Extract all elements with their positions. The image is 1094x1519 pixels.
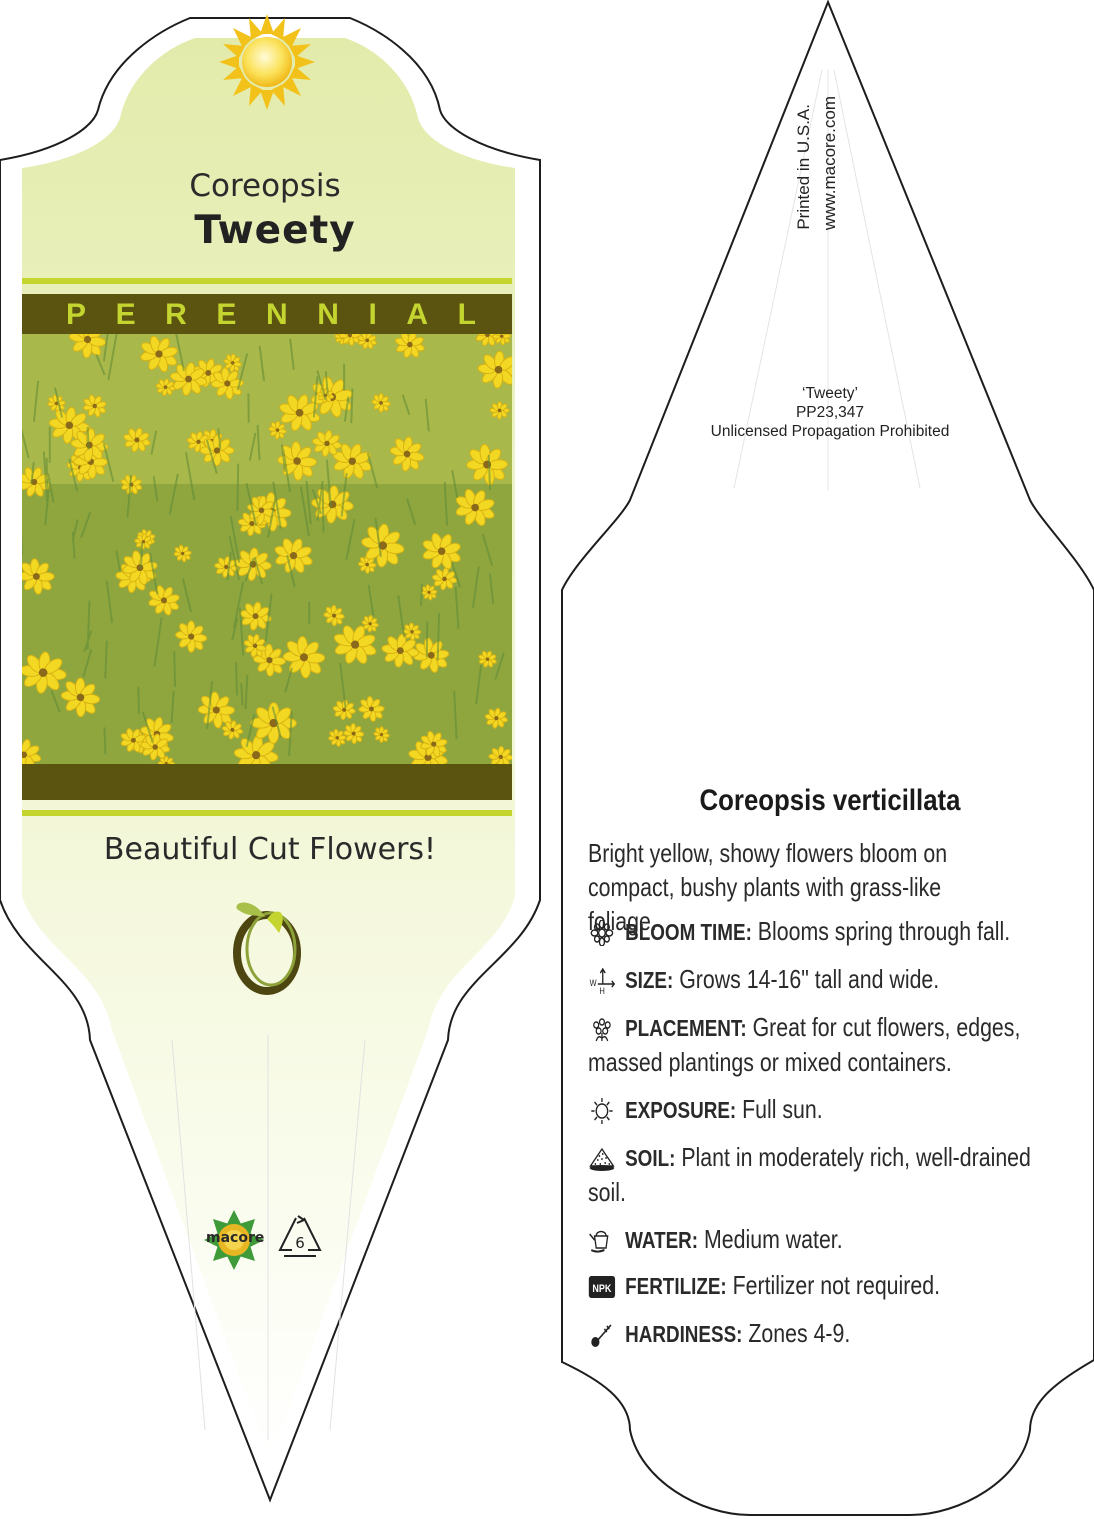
flower-icon bbox=[588, 920, 619, 946]
grass-blade bbox=[421, 584, 422, 606]
care-text: Great for cut flowers, edges, massed plantings or mixed containers. bbox=[588, 1012, 1021, 1077]
grass-blade bbox=[237, 464, 238, 511]
care-row-fertilize bbox=[588, 1268, 1047, 1303]
grass-blade bbox=[104, 727, 105, 754]
care-text: Grows 14-16" tall and wide. bbox=[679, 964, 940, 994]
patent-notice: Unlicensed Propagation Prohibited bbox=[710, 423, 950, 440]
grass-blade bbox=[174, 651, 175, 686]
accent-line-bottom bbox=[22, 810, 512, 816]
care-row-exposure bbox=[588, 1092, 1047, 1127]
printed-info bbox=[792, 60, 852, 230]
grass-blade bbox=[427, 621, 428, 657]
species-name: Coreopsis verticillata bbox=[699, 784, 961, 817]
recycle-code: 6 bbox=[295, 1234, 305, 1252]
flower-blossom bbox=[490, 402, 510, 420]
care-row-hardiness bbox=[588, 1316, 1047, 1351]
care-label: BLOOM TIME: bbox=[625, 919, 752, 945]
care-text: Blooms spring through fall. bbox=[757, 916, 1011, 946]
flower-photo bbox=[3, 311, 520, 778]
care-text: Fertilizer not required. bbox=[732, 1270, 941, 1300]
care-label: WATER: bbox=[625, 1227, 699, 1253]
care-row-soil bbox=[588, 1140, 1047, 1209]
perennial-letter: L bbox=[457, 298, 476, 331]
care-row-bloom bbox=[588, 914, 1047, 949]
care-label: EXPOSURE: bbox=[625, 1097, 737, 1123]
perennial-letter: N bbox=[265, 298, 288, 331]
website: www.macore.com bbox=[820, 95, 839, 230]
care-label: PLACEMENT: bbox=[625, 1015, 747, 1041]
grass-blade bbox=[88, 427, 89, 450]
grass-blade bbox=[438, 613, 439, 660]
perennial-letter: P bbox=[66, 298, 87, 331]
watering-can-icon bbox=[588, 1228, 619, 1254]
npk-icon bbox=[588, 1274, 619, 1300]
perennial-letter: E bbox=[216, 298, 237, 331]
perennial-label bbox=[22, 296, 512, 334]
care-row-placement bbox=[588, 1010, 1047, 1079]
placement-icon bbox=[588, 1016, 619, 1042]
front-genus: Coreopsis bbox=[189, 168, 341, 204]
npk-label: NPK bbox=[592, 1283, 612, 1296]
front-cultivar: Tweety bbox=[194, 208, 356, 253]
perennial-letter: I bbox=[368, 298, 377, 331]
grass-blade bbox=[241, 683, 242, 706]
perennial-letter: R bbox=[165, 298, 187, 331]
grass-blade bbox=[489, 455, 490, 490]
accent-line-top bbox=[22, 278, 512, 284]
care-text: Full sun. bbox=[742, 1094, 823, 1124]
perennial-letter: N bbox=[317, 298, 339, 331]
perennial-letter: E bbox=[115, 298, 136, 331]
sun-icon bbox=[219, 14, 315, 110]
care-text: Plant in moderately rich, well-drained soil. bbox=[588, 1142, 1031, 1207]
care-row-water bbox=[588, 1222, 1047, 1257]
tagline: Beautiful Cut Flowers! bbox=[103, 832, 437, 867]
care-label: SIZE: bbox=[625, 967, 674, 993]
grass-blade bbox=[141, 542, 142, 568]
size-icon-w: W bbox=[589, 978, 597, 989]
printed-in: Printed in U.S.A. bbox=[794, 104, 813, 230]
patent-number: PP23,347 bbox=[795, 404, 865, 421]
patent-name: ‘Tweety’ bbox=[802, 385, 858, 402]
flower-blossom bbox=[200, 435, 234, 465]
grass-blade bbox=[236, 662, 237, 695]
description: Bright yellow, showy flowers bloom on compact, bushy plants with grass-like foliage. bbox=[588, 838, 948, 936]
care-text: Zones 4-9. bbox=[748, 1318, 851, 1348]
care-label: FERTILIZE: bbox=[625, 1273, 727, 1299]
grass-blade bbox=[323, 487, 324, 533]
size-icon-h: H bbox=[599, 986, 605, 995]
grass-blade bbox=[138, 687, 139, 714]
soil-icon bbox=[588, 1146, 619, 1172]
care-text: Medium water. bbox=[704, 1224, 843, 1254]
patent-info bbox=[640, 384, 1020, 441]
care-label: SOIL: bbox=[625, 1145, 676, 1171]
macore-wordmark: macore bbox=[206, 1230, 265, 1246]
grass-blade bbox=[351, 389, 352, 424]
size-icon bbox=[588, 968, 619, 994]
thermometer-icon bbox=[588, 1322, 619, 1348]
care-row-size bbox=[588, 962, 1047, 997]
care-label: HARDINESS: bbox=[625, 1321, 743, 1347]
sun-icon bbox=[588, 1098, 619, 1124]
perennial-letter: A bbox=[406, 298, 429, 331]
